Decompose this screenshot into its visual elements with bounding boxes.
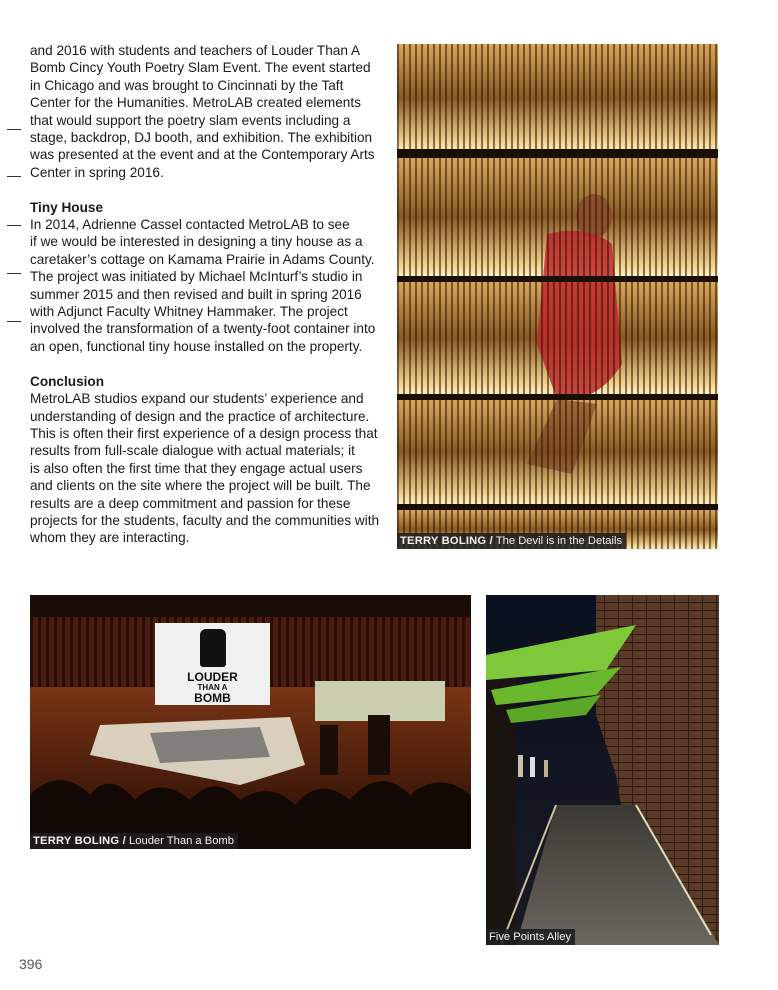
intro-line: and 2016 with students and teachers of Louder Than A (30, 43, 361, 58)
backdrop-line: BOMB (194, 691, 231, 705)
conclusion-line: and clients on the site where the project will be built. The (30, 478, 371, 494)
intro-line: Bomb Cincy Youth Poetry Slam Event. The event started (30, 60, 371, 76)
alley-with-canopies-image (486, 595, 719, 945)
tiny-house-heading: Tiny House (30, 199, 104, 215)
page-number: 396 (19, 956, 43, 972)
conclusion-line: understanding of design and the practice of architecture. (30, 408, 370, 424)
photo-caption (486, 929, 575, 945)
conclusion-line: results from full-scale dialogue with actual materials; it (30, 443, 355, 459)
margin-mark (7, 129, 21, 130)
tiny-house-line: caretaker’s cottage on Kamama Prairie in Adams County. (30, 251, 375, 267)
backdrop-line: THAN A (197, 683, 228, 692)
photo-title: Five Points Alley (489, 931, 572, 943)
conclusion-line: projects for the students, faculty and the communities with (30, 512, 380, 528)
tiny-house-line: summer 2015 and then revised and built in spring 2016 (30, 286, 362, 302)
tiny-house-line: involved the transformation of a twenty-foot container into (30, 321, 376, 337)
conclusion-line: whom they are interacting. (30, 530, 190, 546)
margin-mark (7, 321, 21, 322)
five-points-alley-photo (486, 595, 719, 945)
intro-line: was presented at the event and at the Contemporary Arts (30, 147, 375, 163)
conclusion-line: This is often their first experience of a design process that (30, 425, 378, 441)
tiny-house-line: if we would be interested in designing a tiny house as a (30, 234, 363, 250)
intro-line: Center for the Humanities. MetroLAB created elements (30, 95, 361, 111)
tiny-house-line: an open, functional tiny house installed on the property. (30, 338, 363, 354)
conclusion-line: is also often the first time that they engage actual users (30, 460, 363, 476)
intro-line: Center in spring 2016. (30, 164, 164, 180)
conclusion-heading: Conclusion (30, 373, 105, 389)
margin-mark (7, 273, 21, 274)
raised-fist-icon (200, 629, 226, 667)
lit-slat-wall-image (397, 44, 718, 549)
photo-credit: TERRY BOLING / (33, 835, 126, 847)
margin-mark (7, 225, 21, 226)
tiny-house-line: The project was initiated by Michael McInturf’s studio in (30, 269, 363, 285)
photo-title: The Devil is in the Details (495, 535, 623, 547)
body-text-column (30, 42, 390, 547)
intro-line: stage, backdrop, DJ booth, and exhibition. The exhibition (30, 130, 373, 146)
photo-credit: TERRY BOLING / (400, 535, 493, 547)
margin-mark (7, 176, 21, 177)
tiny-house-line: with Adjunct Faculty Whitney Hammaker. The project (30, 304, 348, 320)
intro-line: that would support the poetry slam events including a (30, 112, 351, 128)
intro-line: in Chicago and was brought to Cincinnati by the Taft (30, 77, 344, 93)
photo-title: Louder Than a Bomb (129, 835, 234, 847)
devil-details-photo (397, 44, 718, 549)
photo-caption (30, 833, 238, 849)
louder-than-a-bomb-photo (30, 595, 471, 849)
photo-caption (397, 533, 626, 549)
conclusion-line: MetroLAB studios expand our students’ experience and (30, 391, 364, 407)
conclusion-line: results are a deep commitment and passion for these (30, 495, 351, 511)
backdrop-line: LOUDER (187, 670, 238, 684)
tiny-house-line: In 2014, Adrienne Cassel contacted MetroLAB to see (30, 217, 350, 233)
